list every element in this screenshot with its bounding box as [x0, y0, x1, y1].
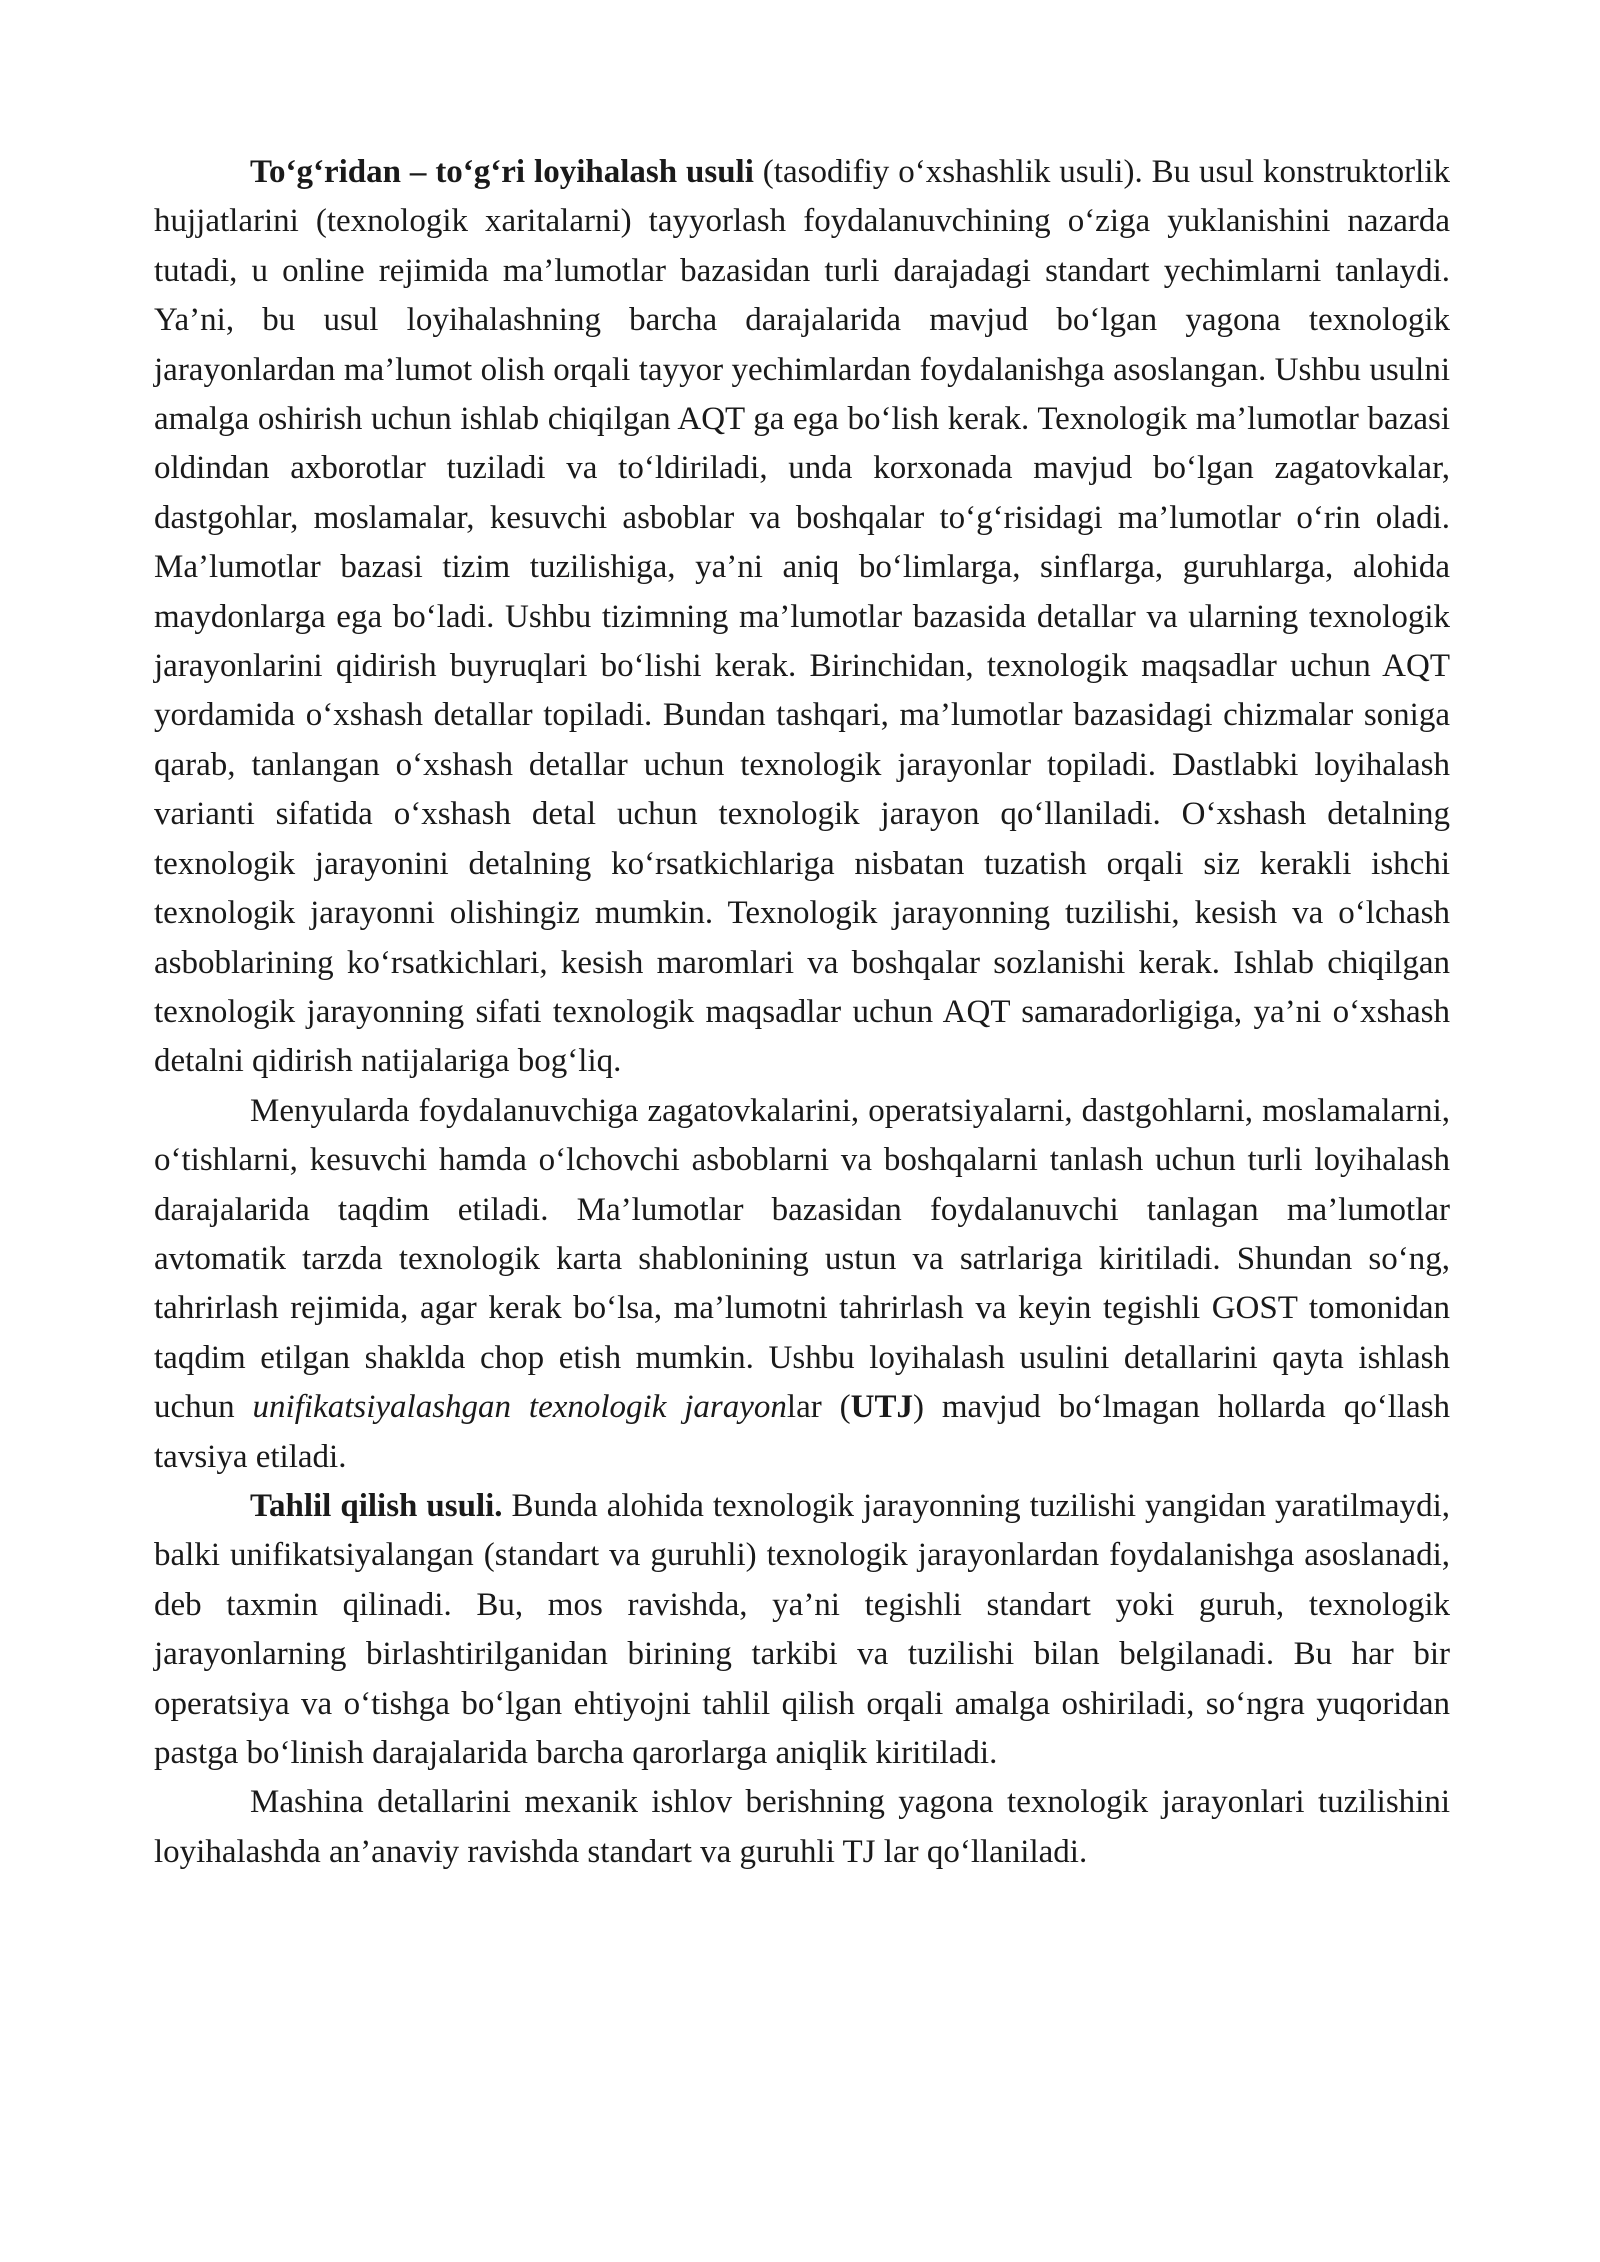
abbreviation-utj: UTJ: [850, 1389, 913, 1426]
paragraph-text: Bunda alohida texnologik jarayonning tuzilishi yangidan yaratilmaydi, balki unifikatsiyalangan (standart va guruhli) texnologik jarayonlardan foydalanishga asoslanadi, deb taxmin qilinadi. Bu, mos ravishda, ya’ni tegishli standart yoki guruh, texnologik jarayonlarning birlashtirilganidan birining tarkibi va tuzilishi bilan belgilanadi. Bu har bir operatsiya va o‘tishga bo‘lgan ehtiyojni tahlil qilish orqali amalga oshiriladi, so‘ngra yuqoridan pastga bo‘linish darajalarida barcha qarorlarga aniqlik kiritiladi.: [154, 1487, 1450, 1771]
paragraph-text: ) mavjud bo‘lmagan hollarda qo‘llash tavsiya etiladi.: [154, 1389, 1451, 1475]
paragraph-text: (tasodifiy o‘xshashlik usuli). Bu usul konstruktorlik hujjatlarini (texnologik xaritalarni) tayyorlash foydalanuvchining o‘ziga yuklanishini nazarda tutadi, u online rejimida ma’lumotlar bazasidan turli darajadagi standart yechimlarni tanlaydi. Ya’ni, bu usul loyihalashning barcha darajalarida mavjud bo‘lgan yagona texnologik jarayonlardan ma’lumot olish orqali tayyor yechimlardan foydalanishga asoslangan. Ushbu usulni amalga oshirish uchun ishlab chiqilgan AQT ga ega bo‘lish kerak. Texnologik ma’lumotlar bazasi oldindan axborotlar tuziladi va to‘ldiriladi, unda korxonada mavjud bo‘lgan zagatovkalar, dastgohlar, moslamalar, kesuvchi asboblar va boshqalar to‘g‘risidagi ma’lumotlar o‘rin oladi. Ma’lumotlar bazasi tizim tuzilishiga, ya’ni aniq bo‘limlarga, sinflarga, guruhlarga, alohida maydonlarga ega bo‘ladi. Ushbu tizimning ma’lumotlar bazasida detallar va ularning texnologik jarayonlarini qidirish buyruqlari bo‘lishi kerak. Birinchidan, texnologik maqsadlar uchun AQT yordamida o‘xshash detallar topiladi. Bundan tashqari, ma’lumotlar bazasidagi chizmalar soniga qarab, tanlangan o‘xshash detallar uchun texnologik jarayonlar topiladi. Dastlabki loyihalash varianti sifatida o‘xshash detal uchun texnologik jarayon qo‘llaniladi. O‘xshash detalning texnologik jarayonini detalning ko‘rsatkichlariga nisbatan tuzatish orqali siz kerakli ishchi texnologik jarayonni olishingiz mumkin. Texnologik jarayonning tuzilishi, kesish va o‘lchash asboblarining ko‘rsatkichlari, kesish maromlari va boshqalar sozlanishi kerak. Ishlab chiqilgan texnologik jarayonning sifati texnologik maqsadlar uchun AQT samaradorligiga, ya’ni o‘xshash detalni qidirish natijalariga bog‘liq.: [154, 154, 1450, 1080]
paragraph-direct-design-method: [154, 148, 1450, 1087]
term-direct-design-method: To‘g‘ridan – to‘g‘ri loyihalash usuli: [250, 154, 754, 190]
paragraph-text: Menyularda foydalanuvchiga zagatovkalarini, operatsiyalarni, dastgohlarni, moslamalarni, o‘tishlarni, kesuvchi hamda o‘lchovchi asboblarni va boshqalarni tanlash uchun turli loyihalash darajalarida taqdim etiladi. Ma’lumotlar bazasidan foydalanuvchi tanlagan ma’lumotlar avtomatik tarzda texnologik karta shablonining ustun va satrlariga kiritiladi. Shundan so‘ng, tahrirlash rejimida, agar kerak bo‘lsa, ma’lumotni tahrirlash va keyin tegishli GOST tomonidan taqdim etilgan shaklda chop etish mumkin. Ushbu loyihalash usulini detallarini qayta ishlash uchun: [154, 1092, 1450, 1426]
paragraph-text: lar (: [786, 1389, 851, 1426]
document-page: [154, 148, 1450, 1877]
paragraph-analysis-method: [154, 1482, 1450, 1778]
italic-term-utj: unifikatsiyalashgan texnologik jarayon: [252, 1389, 787, 1426]
term-analysis-method: Tahlil qilish usuli.: [250, 1487, 503, 1524]
paragraph-machine-parts: [154, 1778, 1450, 1877]
paragraph-text: Mashina detallarini mexanik ishlov berishning yagona texnologik jarayonlari tuzilishini loyihalashda an’anaviy ravishda standart va guruhli TJ lar qo‘llaniladi.: [154, 1784, 1450, 1870]
paragraph-menus: [154, 1087, 1450, 1482]
